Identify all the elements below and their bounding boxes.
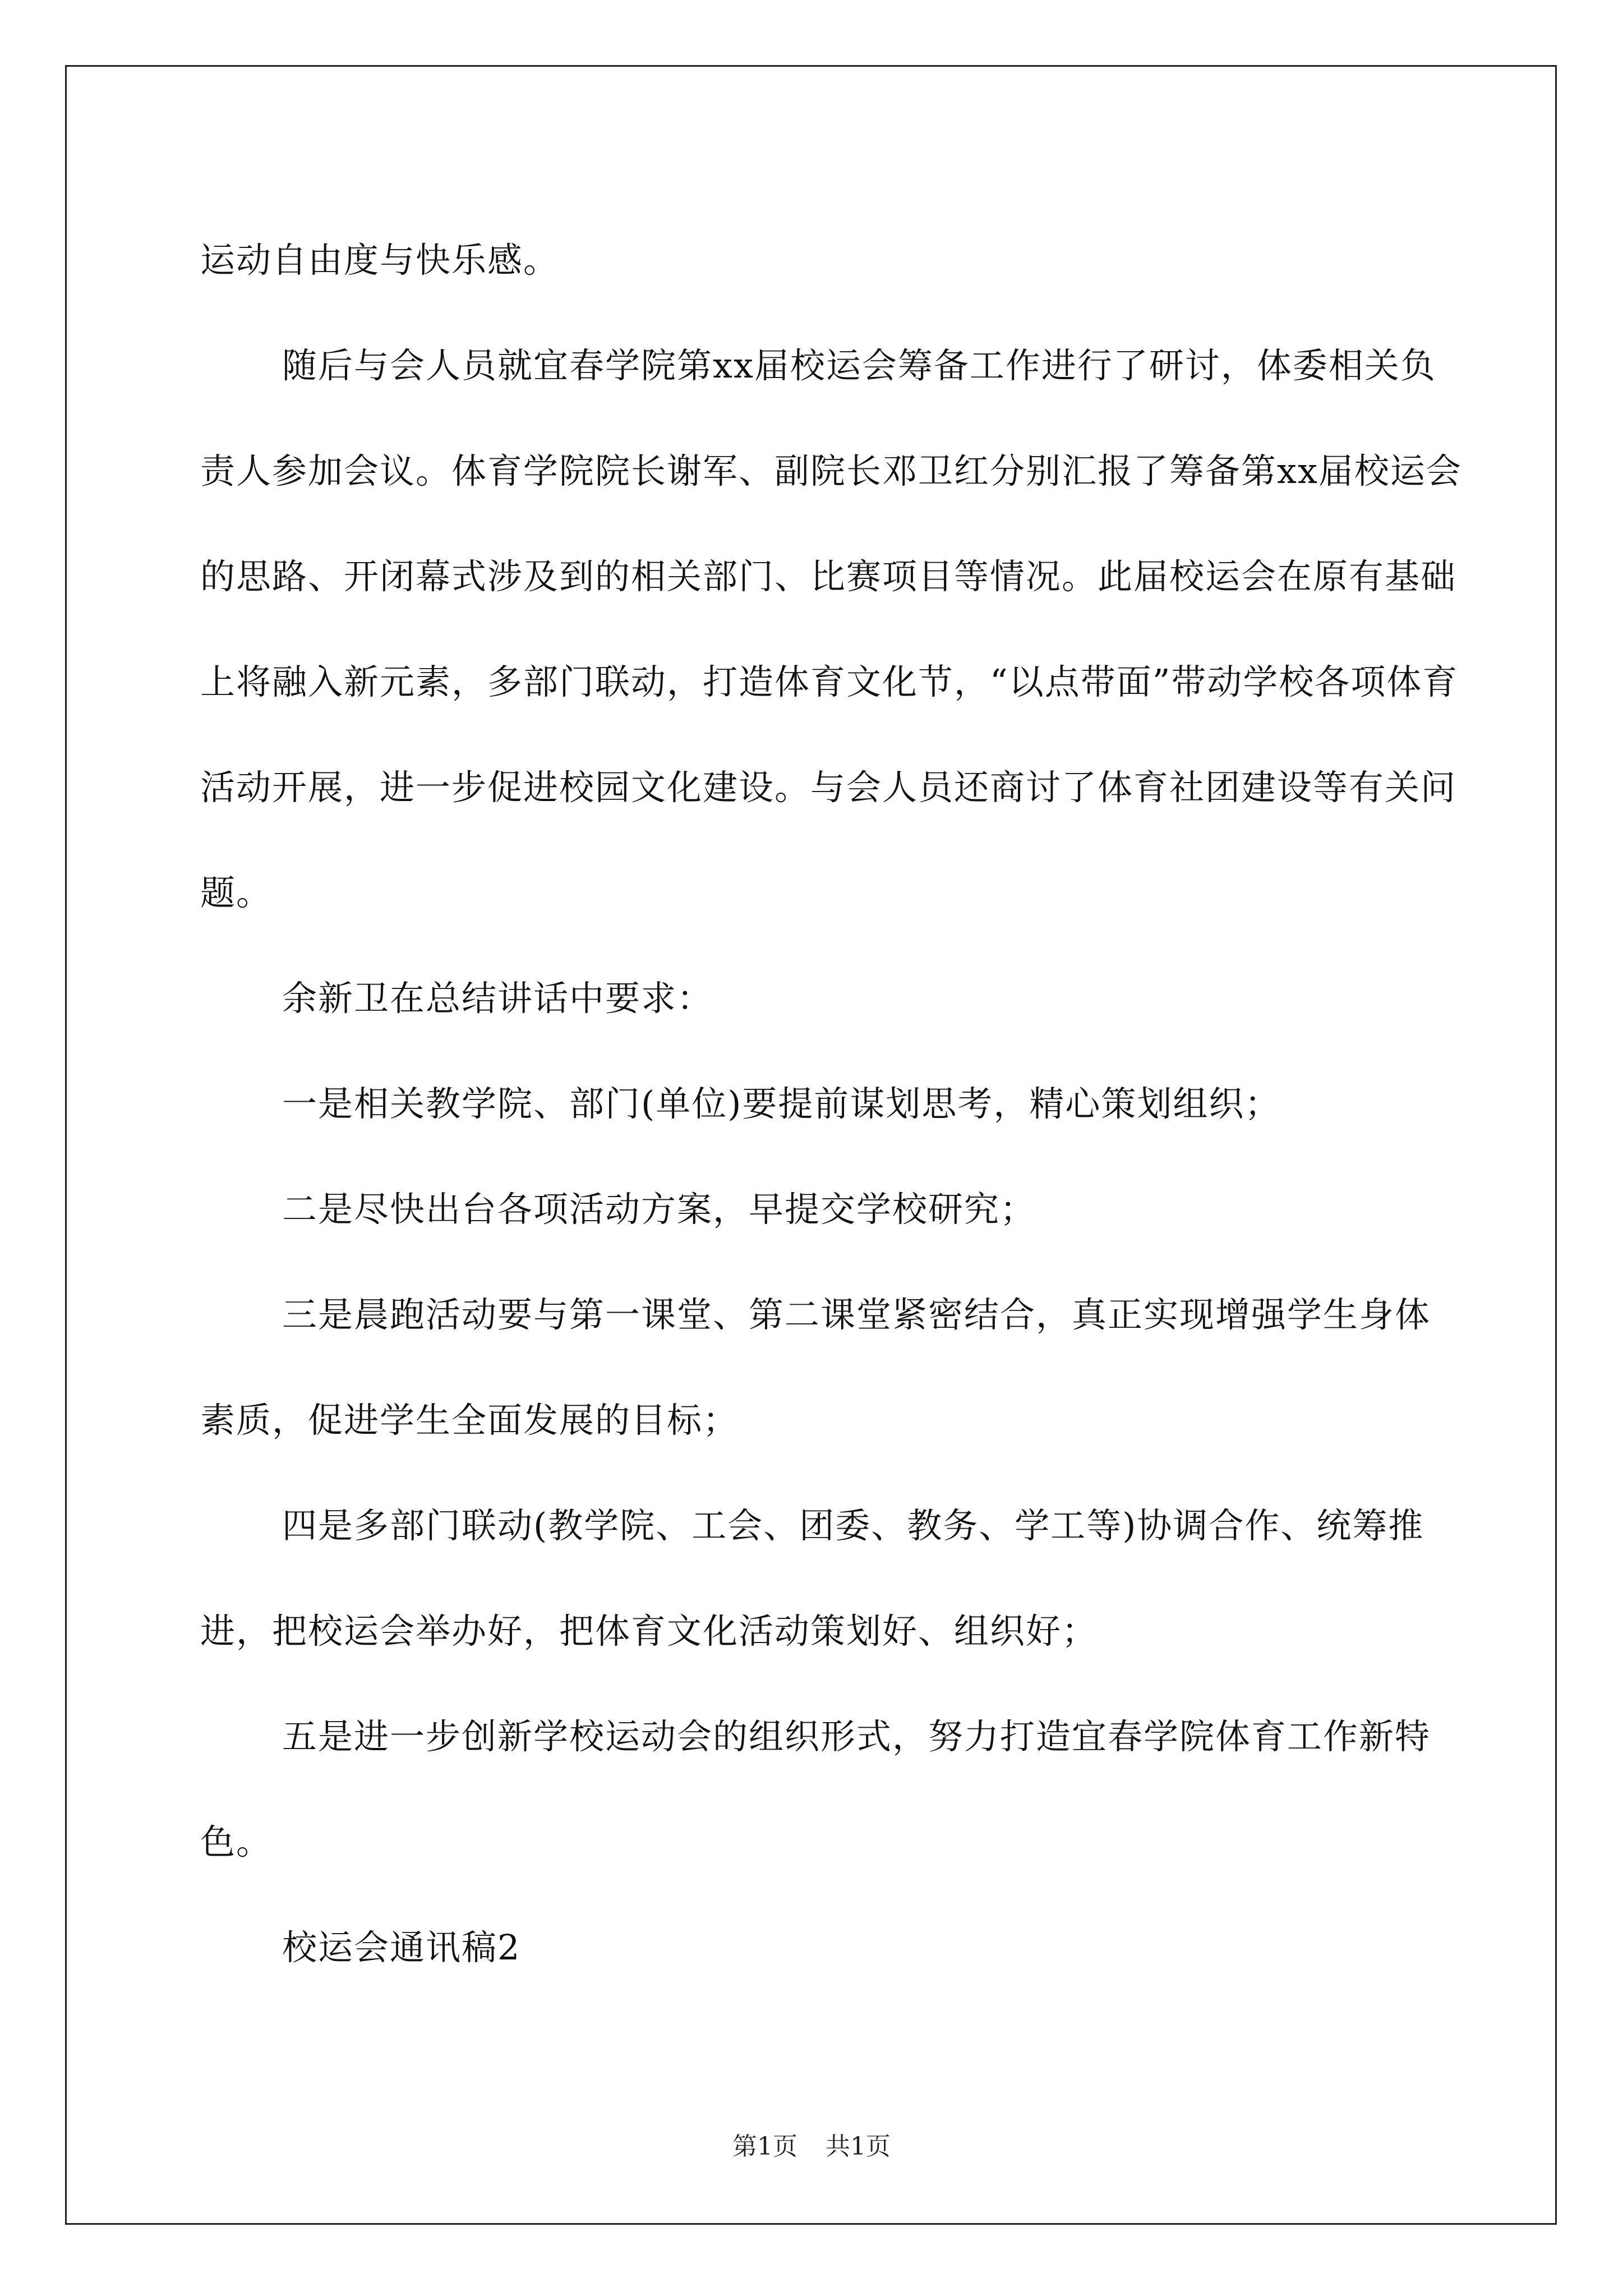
paragraph-5: 二是尽快出台各项活动方案，早提交学校研究； [282,1189,1036,1230]
paragraph-4: 一是相关教学院、部门(单位)要提前谋划思考，精心策划组织； [282,1083,1281,1124]
page-number-total: 共1页 [826,2132,891,2161]
paragraph-6: 三是晨跑活动要与第一课堂、第二课堂紧密结合，真正实现增强学生身体素质，促进学生全面发展的目标； [200,1294,1431,1441]
document-body [200,208,1462,2000]
paragraph-2: 随后与会人员就宜春学院第xx届校运会筹备工作进行了研讨，体委相关负责人参加会议。体育学院院长谢军、副院长邓卫红分别汇报了筹备第xx届校运会的思路、开闭幕式涉及到的相关部门、比赛项目等情况。此届校运会在原有基础上将融入新元素，多部门联动，打造体育文化节，“以点带面”带动学校各项体育活动开展，进一步促进校园文化建设。与会人员还商讨了体育社团建设等有关问题。 [200,345,1462,913]
paragraph-1: 运动自由度与快乐感。 [200,240,560,280]
paragraph-7: 四是多部门联动(教学院、工会、团委、教务、学工等)协调合作、统筹推进，把校运会举办好，把体育文化活动策划好、组织好； [200,1505,1424,1651]
paragraph-3: 余新卫在总结讲话中要求： [282,978,713,1019]
section-heading: 校运会通讯稿2 [282,1927,521,1968]
paragraph-8: 五是进一步创新学校运动会的组织形式，努力打造宜春学院体育工作新特色。 [200,1716,1431,1862]
page-footer [0,2126,1623,2162]
page-number-current: 第1页 [732,2132,797,2161]
